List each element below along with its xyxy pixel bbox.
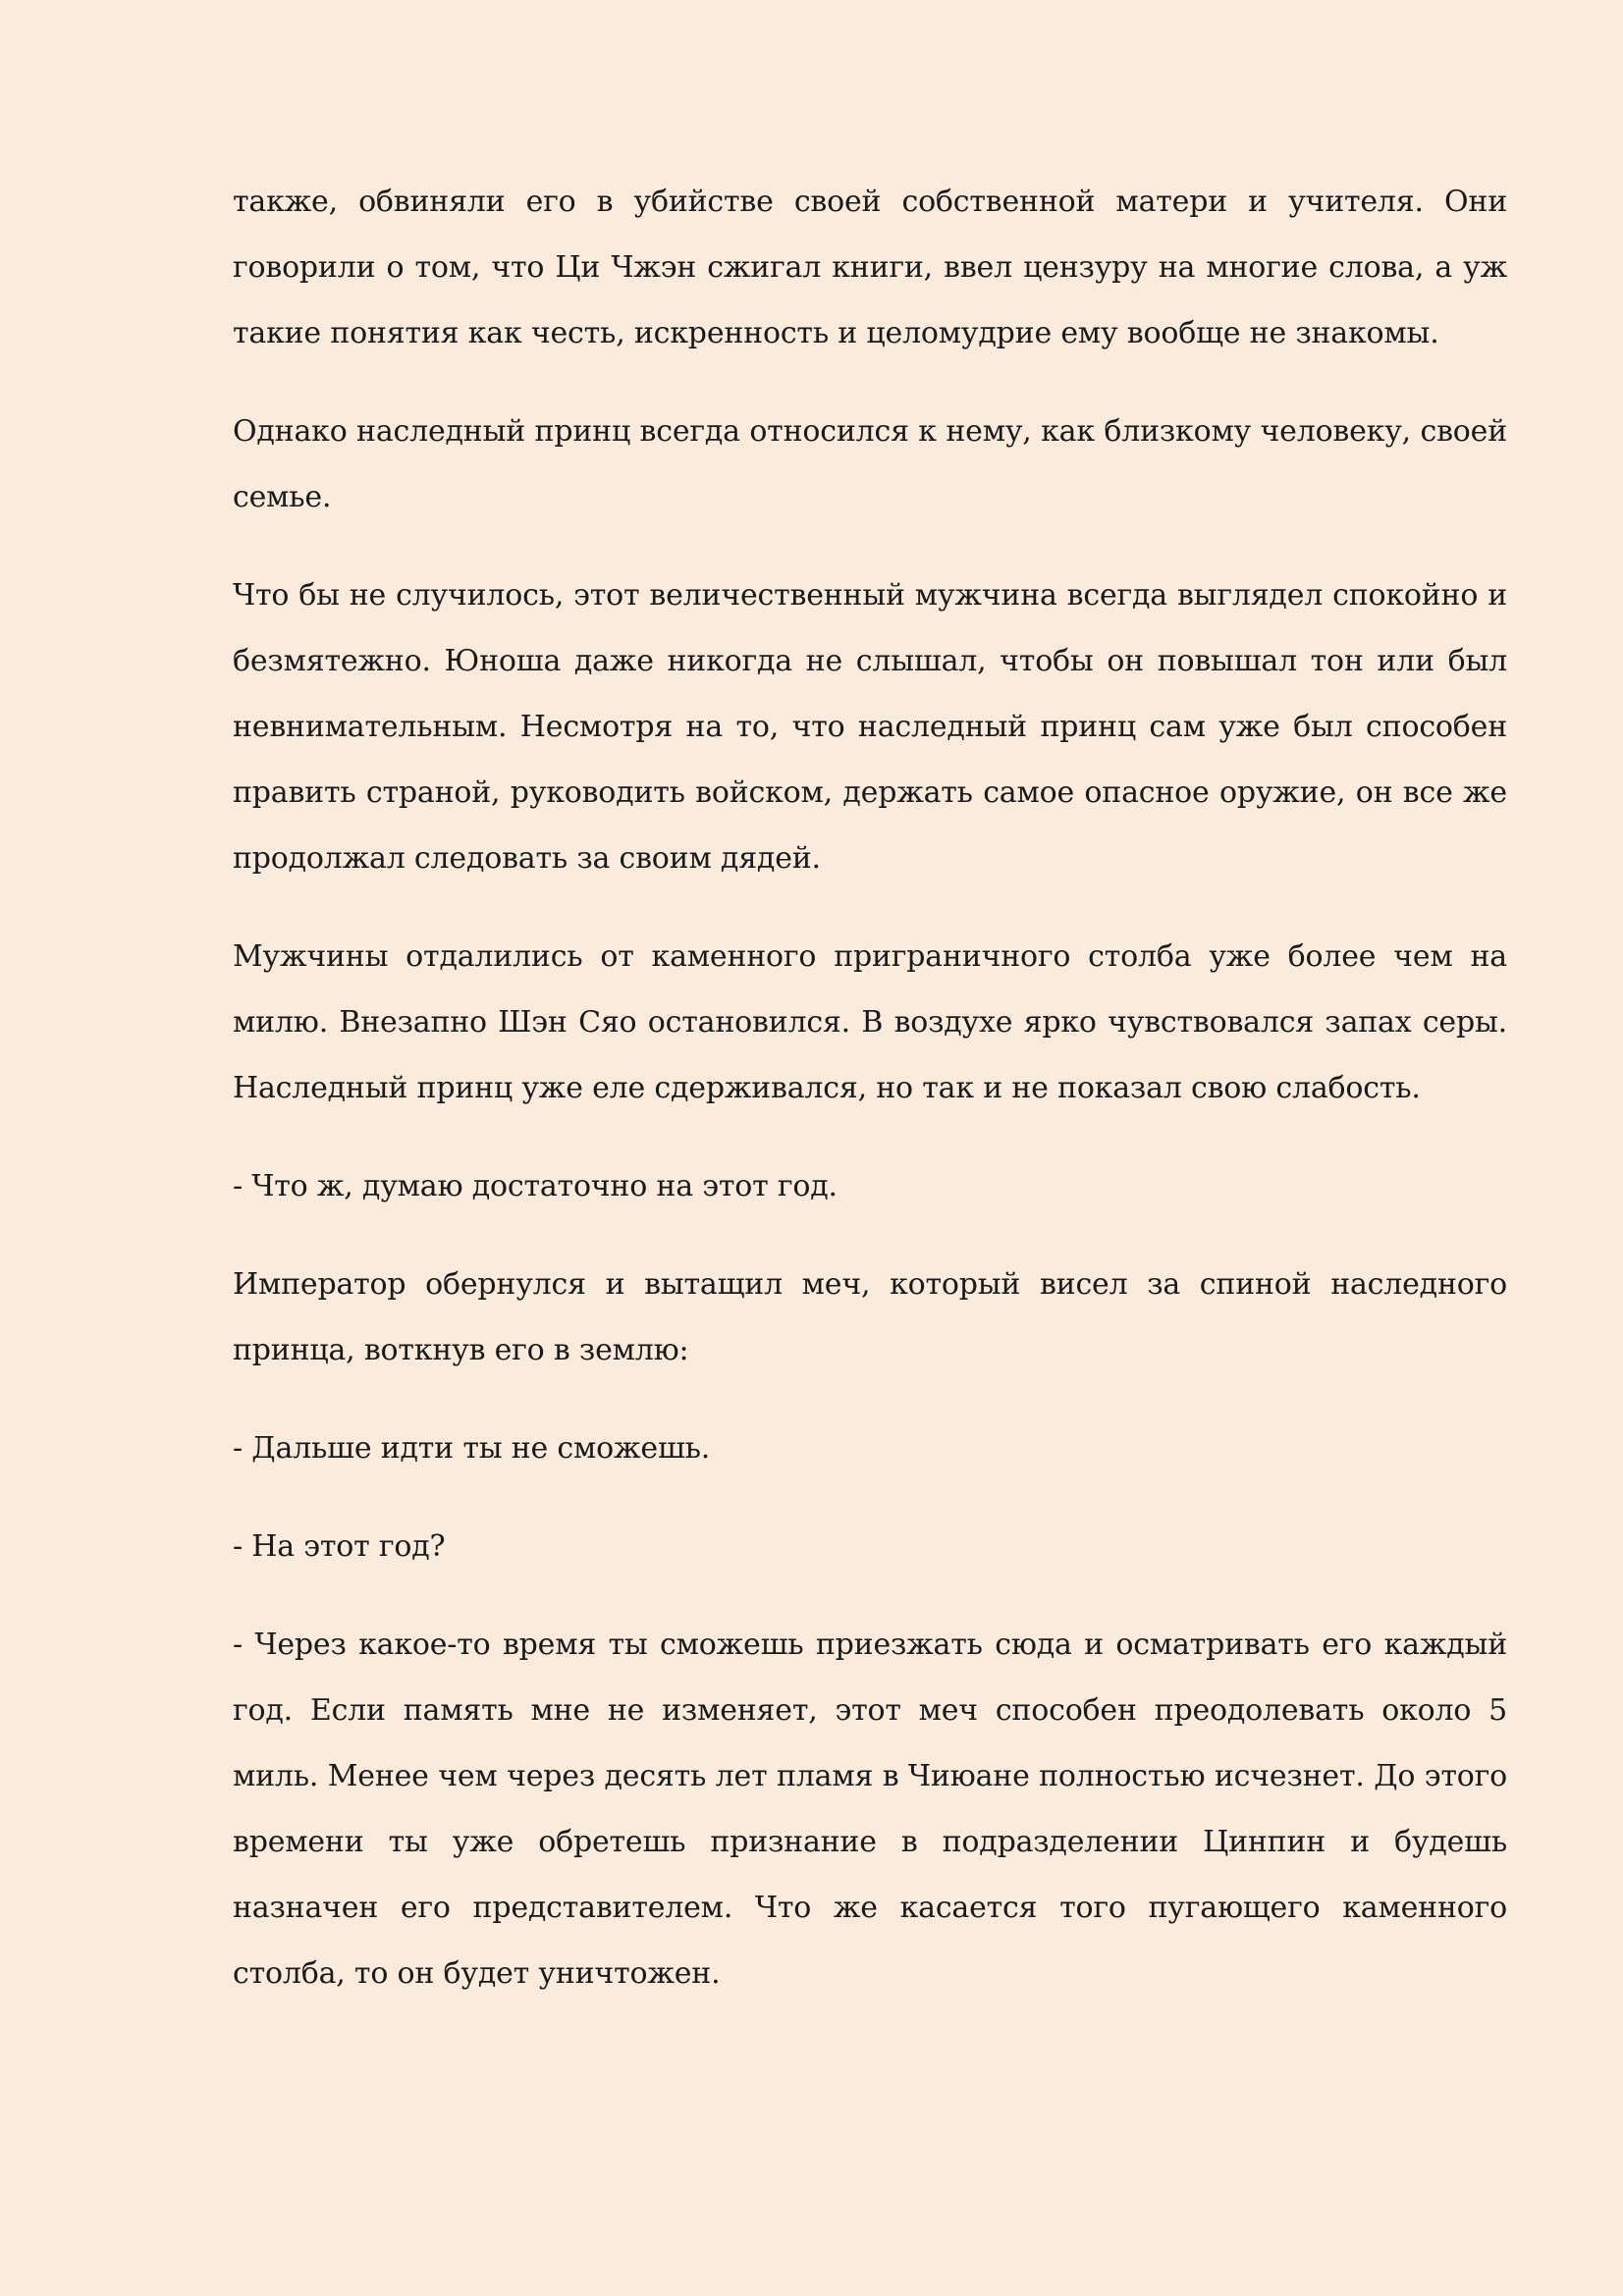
paragraph-9: - Через какое-то время ты сможешь приезжать сюда и осматривать его каждый год. Если память мне не изменяет, этот меч способен преодолевать около 5 миль. Менее чем через десять лет пламя в Чиюане полностью исчезнет. До этого времени ты уже обретешь признание в подразделении Цинпин и будешь назначен его представителем. Что же касается того пугающего каменного столба, то он будет уничтожен. <box>233 1628 1507 1991</box>
paragraph-4: Мужчины отдалились от каменного приграничного столба уже более чем на милю. Внезапно Шэн Сяо остановился. В воздухе ярко чувствовался запах серы. Наследный принц уже еле сдерживался, но так и не показал свою слабость. <box>233 939 1507 1105</box>
paragraph-6: Император обернулся и вытащил меч, который висел за спиной наследного принца, воткнув его в землю: <box>233 1267 1507 1367</box>
paragraph-5: - Что ж, думаю достаточно на этот год. <box>233 1169 838 1203</box>
paragraph-2: Однако наследный принц всегда относился к нему, как близкому человеку, своей семье. <box>233 414 1507 514</box>
paragraph-8: - На этот год? <box>233 1529 446 1564</box>
paragraph-7: - Дальше идти ты не сможешь. <box>233 1431 711 1466</box>
paragraph-1: также, обвиняли его в убийстве своей собственной матери и учителя. Они говорили о том, что Ци Чжэн сжигал книги, ввел цензуру на многие слова, а уж такие понятия как честь, искренность и целомудрие ему вообще не знакомы. <box>233 185 1507 350</box>
paragraph-3: Что бы не случилось, этот величественный мужчина всегда выглядел спокойно и безмятежно. Юноша даже никогда не слышал, чтобы он повышал тон или был невнимательным. Несмотря на то, что наследный принц сам уже был способен править страной, руководить войском, держать самое опасное оружие, он все же продолжал следовать за своим дядей. <box>233 578 1507 876</box>
